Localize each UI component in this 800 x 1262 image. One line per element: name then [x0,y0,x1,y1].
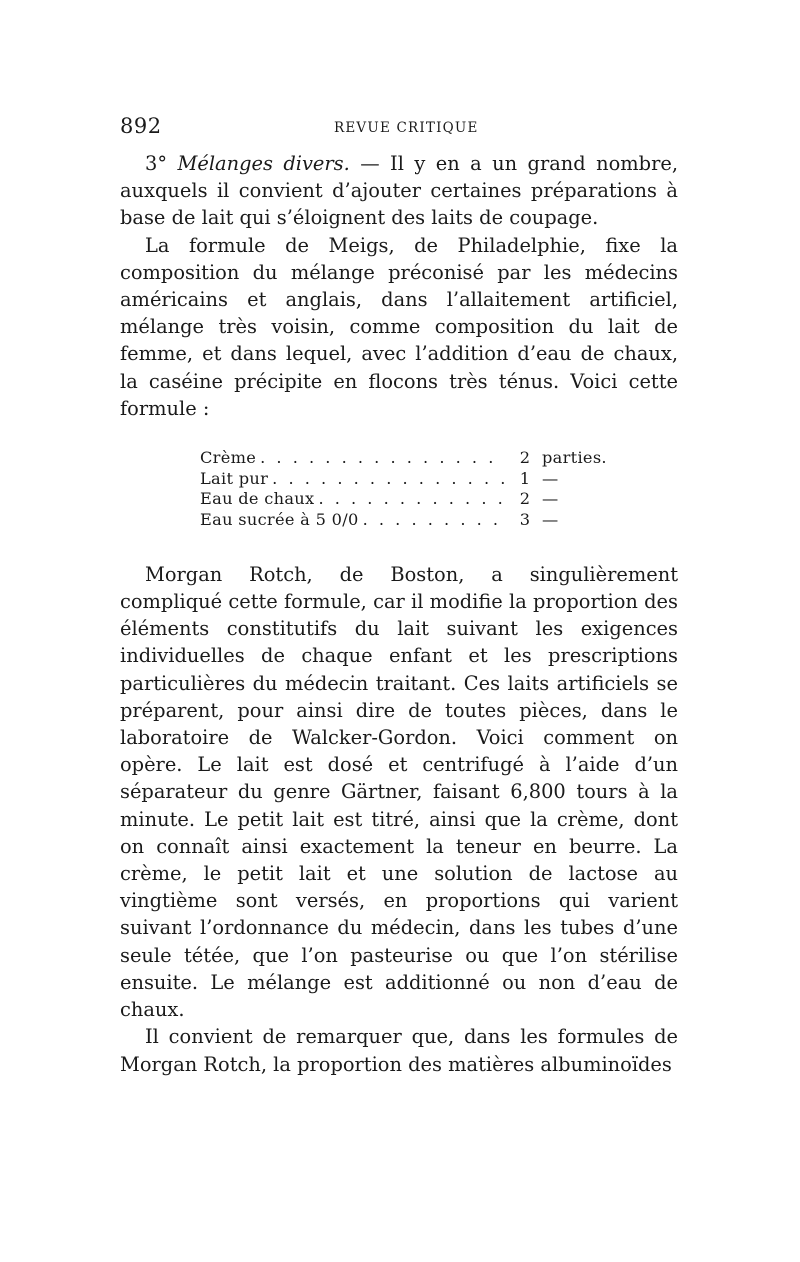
formula-ingredient: Eau de chaux [200,489,315,509]
formula-row [200,448,620,469]
running-head [120,110,678,144]
formula-unit: — [542,468,559,488]
formula-row [200,469,620,490]
formula-unit: parties. [542,448,607,468]
formula-ingredient: Crème [200,448,257,468]
rotch-paragraph: Morgan Rotch, de Boston, a singulièrement compliqué cette formule, car il modifie la proportion des éléments constitutifs du lait suivant les exigences individuelles de chaque enfant et les prescriptions particulières du médecin traitant. Ces laits artificiels se préparent, pour ainsi dire de toutes pièces, dans le laboratoire de Walcker-Gordon. Voici comment on opère. Le lait est dosé et centrifugé à l’aide d’un séparateur du genre Gärtner, faisant 6,800 tours à la minute. Le petit lait est titré, ainsi que la crème, dont on connaît ainsi exactement la teneur en beurre. La crème, le petit lait et une solution de lactose au vingtième sont versés, en proportions qui varient suivant l’ordonnance du médecin, dans les tubes d’une seule tétée, que l’on pasteurise ou que l’on stérilise ensuite. Le mélange est additionné ou non d’eau de chaux. [120,562,678,1022]
formula-unit: — [542,489,559,509]
formula-quantity: 2 [519,448,531,468]
section-title: Mélanges divers. [177,152,350,175]
formula-row [200,510,620,531]
section-intro-paragraph [120,150,678,232]
page-number: 892 [120,114,162,138]
dot-leader [314,489,504,510]
dot-leader [359,510,504,531]
running-title: REVUE CRITIQUE [334,120,479,136]
formula-unit: — [542,510,559,530]
rotch-section [120,561,678,1078]
section-number: 3° [145,152,168,175]
book-page [120,110,678,1078]
formula-ingredient: Eau sucrée à 5 0/0 [200,510,359,530]
formula-quantity: 3 [519,510,531,530]
dot-leader [268,469,504,490]
meigs-formula-table [200,448,620,531]
formula-ingredient: Lait pur [200,468,269,488]
formula-row [200,489,620,510]
formula-quantity: 2 [519,489,531,509]
meigs-paragraph: La formule de Meigs, de Philadelphie, fixe la composition du mélange préconisé par les médecins américains et anglais, dans l’allaitement artificiel, mélange très voisin, comme composition du lait de femme, et dans lequel, avec l’addition d’eau de chaux, la caséine précipite en flocons très ténus. Voici cette formule : [120,233,678,420]
final-paragraph: Il convient de remarquer que, dans les formules de Morgan Rotch, la proportion des matières albuminoïdes [120,1025,678,1076]
section-intro-text: — Il y en a un grand nombre, auxquels il convient d’ajouter certaines préparations à base de lait qui s’éloignent des laits de coupage. [120,152,678,230]
dot-leader [256,448,504,469]
formula-quantity: 1 [519,468,531,488]
